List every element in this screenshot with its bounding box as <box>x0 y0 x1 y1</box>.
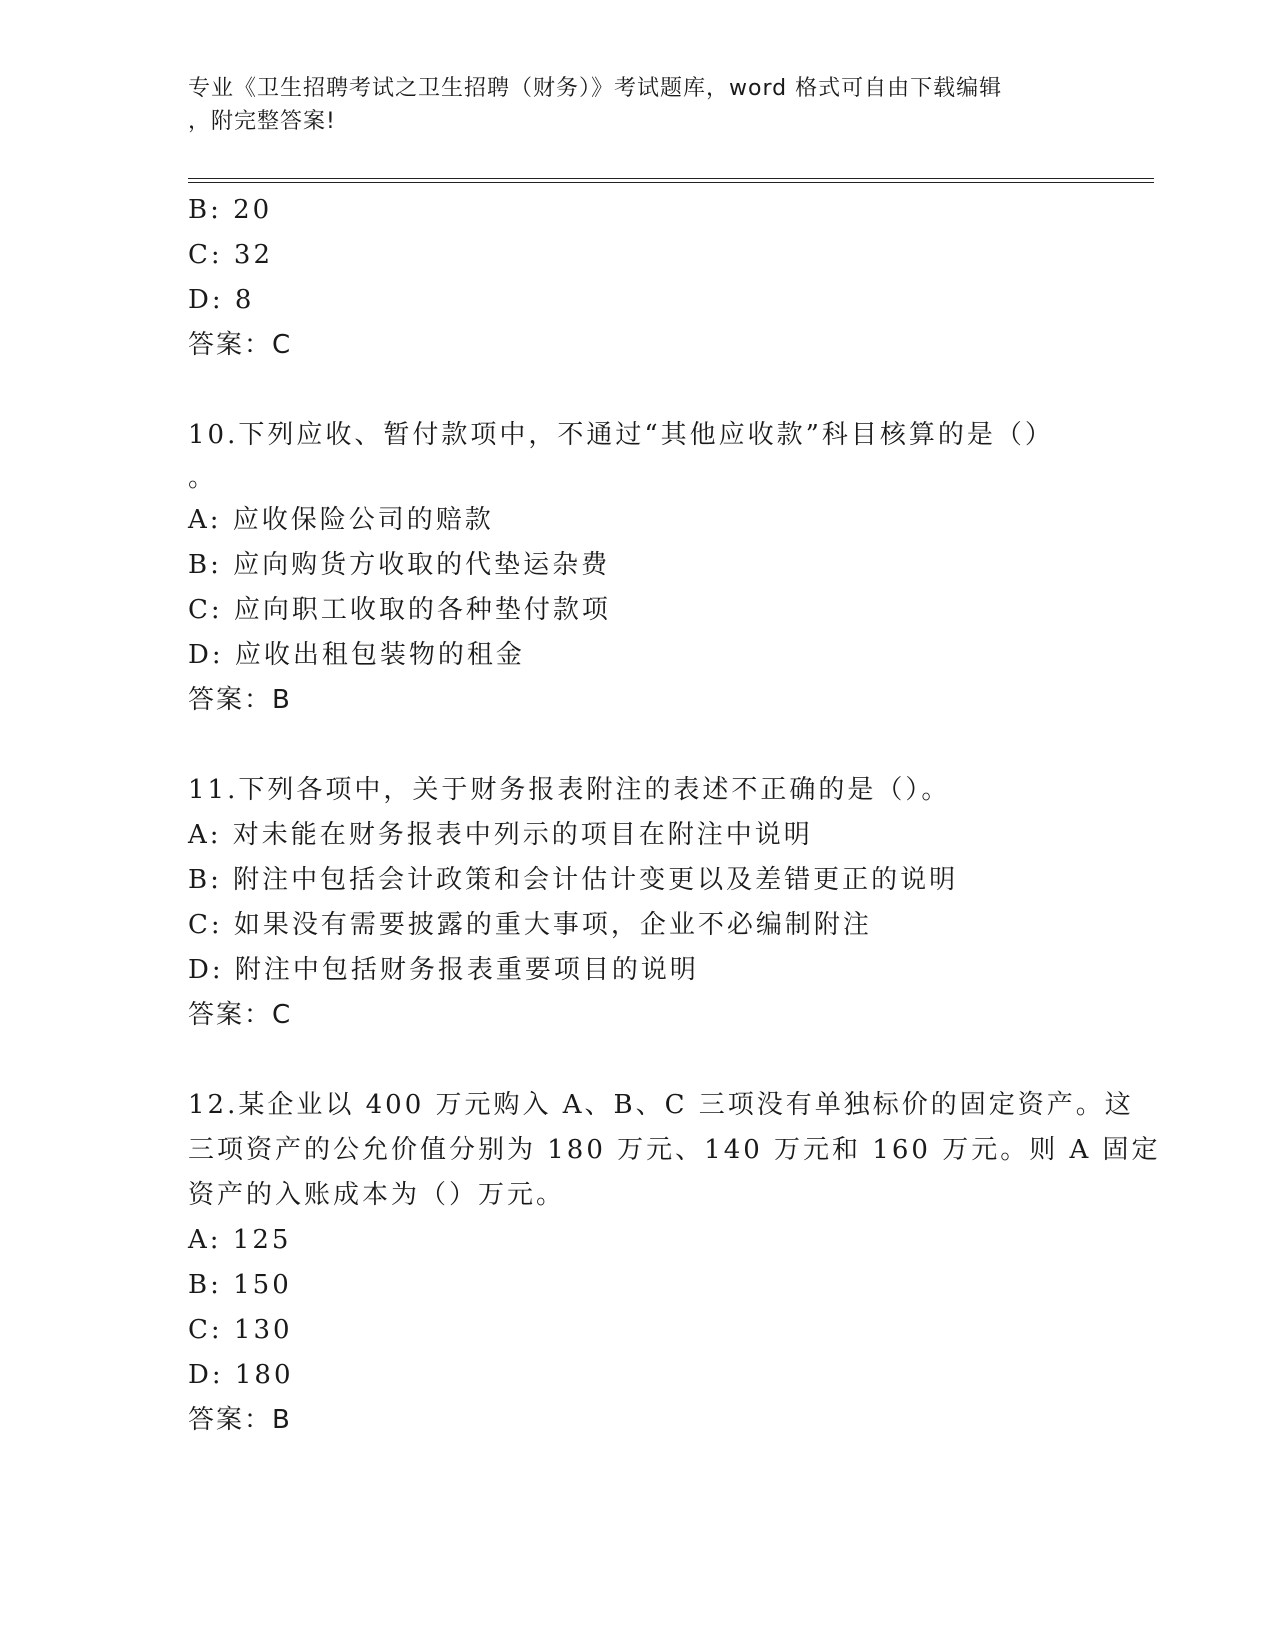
option-d: D: 应收出租包装物的租金 <box>188 640 525 670</box>
option-c: C: 应向职工收取的各种垫付款项 <box>188 595 611 625</box>
option-d: D: 180 <box>188 1360 294 1390</box>
answer: 答案：B <box>188 685 292 715</box>
option-a: A: 125 <box>188 1225 292 1255</box>
question-list <box>188 188 1161 1443</box>
option-b: B: 应向购货方收取的代垫运杂费 <box>188 550 611 580</box>
option-b: B: 150 <box>188 1270 292 1300</box>
prev-question-options <box>188 188 1068 368</box>
option-b: B: 20 <box>188 195 273 225</box>
option-d: D: 附注中包括财务报表重要项目的说明 <box>188 955 699 985</box>
answer: 答案：B <box>188 1405 292 1435</box>
question-stem-line: 资产的入账成本为（）万元。 <box>188 1180 566 1210</box>
question-stem-line: 10.下列应收、暂付款项中，不通过“其他应收款”科目核算的是（） <box>188 420 1054 450</box>
option-d: D: 8 <box>188 285 255 315</box>
question-10 <box>188 413 1068 723</box>
header-line-2: ，附完整答案! <box>188 109 336 134</box>
question-stem-line: 11.下列各项中，关于财务报表附注的表述不正确的是（）。 <box>188 775 951 805</box>
header-line-1: 专业《卫生招聘考试之卫生招聘（财务）》考试题库，word 格式可自由下载编辑 <box>188 76 1003 101</box>
question-stem-line: 。 <box>188 463 218 493</box>
option-c: C: 130 <box>188 1315 293 1345</box>
question-11 <box>188 768 1068 1038</box>
option-c: C: 32 <box>188 240 274 270</box>
page-header <box>188 72 1068 138</box>
answer: 答案：C <box>188 330 293 360</box>
option-c: C: 如果没有需要披露的重大事项，企业不必编制附注 <box>188 910 872 940</box>
option-a: A: 对未能在财务报表中列示的项目在附注中说明 <box>188 820 813 850</box>
option-a: A: 应收保险公司的赔款 <box>188 505 494 535</box>
header-divider <box>188 178 1154 183</box>
question-stem-line: 12.某企业以 400 万元购入 A、B、C 三项没有单独标价的固定资产。这 <box>188 1090 1134 1120</box>
question-stem-line: 三项资产的公允价值分别为 180 万元、140 万元和 160 万元。则 A 固定 <box>188 1135 1161 1165</box>
answer: 答案：C <box>188 1000 293 1030</box>
option-b: B: 附注中包括会计政策和会计估计变更以及差错更正的说明 <box>188 865 959 895</box>
question-12 <box>188 1083 1161 1443</box>
